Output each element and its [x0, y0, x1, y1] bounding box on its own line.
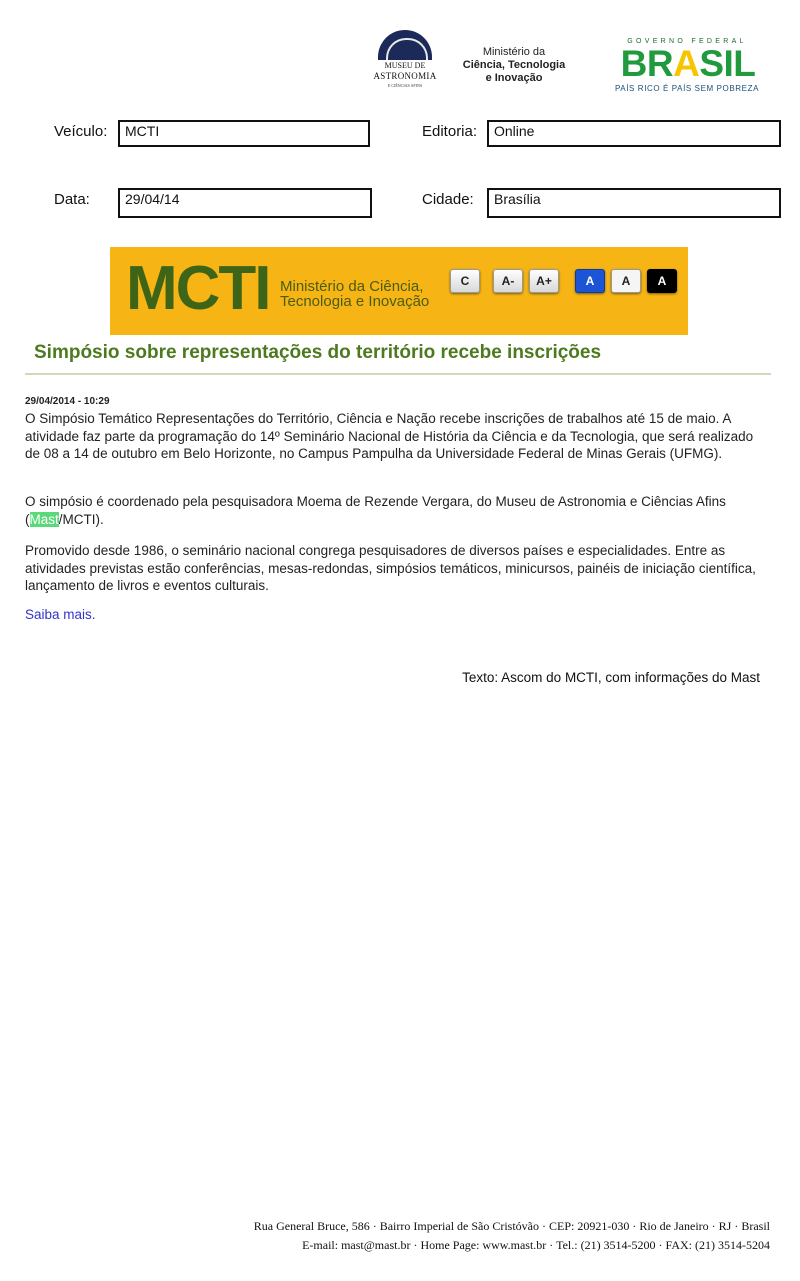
editoria-label: Editoria: — [422, 123, 478, 140]
article-paragraph-2 — [25, 493, 765, 528]
font-increase-button[interactable]: A+ — [529, 269, 559, 293]
brasil-wordmark-a: A — [673, 43, 700, 84]
museu-logo-line3: E CIÊNCIAS AFINS — [387, 83, 423, 88]
footer-contact: E-mail: mast@mast.br · Home Page: www.mast.br · Tel.: (21) 3514-5200 · FAX: (21) 3514-5204 — [302, 1238, 770, 1252]
governo-brasil-logo — [600, 38, 774, 96]
theme-blue-button[interactable]: A — [575, 269, 605, 293]
article-dateline: 29/04/2014 - 10:29 — [25, 396, 110, 407]
title-divider — [25, 373, 771, 375]
ministerio-line3: e Inovação — [485, 72, 543, 84]
data-label: Data: — [54, 191, 90, 208]
governo-federal-label: GOVERNO FEDERAL — [627, 38, 747, 45]
paragraph-2-text: O simpósio é coordenado pela pesquisadora Moema de Rezende Vergara, do Museu de Astronomia e Ciências Afins ( — [25, 494, 726, 527]
article-credit: Texto: Ascom do MCTI, com informações do Mast — [462, 670, 760, 685]
article-paragraph-3: Promovido desde 1986, o seminário nacional congrega pesquisadores de diversos países e especialidades. Entre as atividades previstas estão conferências, mesas-redondas, simpósios temáticos, minicursos, painéis de iniciação científica, lançamento de livros e eventos culturais. — [25, 543, 756, 593]
mcti-acronym: MCTI — [126, 254, 270, 323]
cidade-label: Cidade: — [422, 191, 474, 208]
ministerio-line1: Ministério da — [482, 46, 546, 58]
mcti-subtitle-line1: Ministério da Ciência, — [280, 278, 424, 295]
mcti-subtitle-line2: Tecnologia e Inovação — [280, 293, 430, 310]
museu-logo-line2: ASTRONOMIA — [373, 71, 437, 81]
theme-black-button[interactable]: A — [647, 269, 677, 293]
font-decrease-button[interactable]: A- — [493, 269, 523, 293]
contrast-reset-button[interactable]: C — [450, 269, 480, 293]
footer-address: Rua General Bruce, 586 · Bairro Imperial de São Cristóvão · CEP: 20921-030 · Rio de Janeiro · RJ · Brasil — [253, 1219, 770, 1233]
mast-highlight: Mast — [29, 511, 59, 527]
ministerio-line2: Ciência, Tecnologia — [462, 59, 566, 71]
ministerio-header-logo — [450, 46, 578, 85]
paragraph-2-end: /MCTI). — [58, 511, 104, 527]
observatory-dome-icon — [378, 30, 432, 60]
veiculo-field: MCTI — [118, 120, 370, 147]
article-paragraph-1: O Simpósio Temático Representações do Território, Ciência e Nação recebe inscrições de trabalhos até 15 de maio. A atividade faz parte da programação do 14º Seminário Nacional de História da Ciência e da Tecnologia, que será realizado de 08 a 14 de outubro em Belo Horizonte, no Campus Pampulha da Universidade Federal de Minas Gerais (UFMG). — [25, 411, 754, 461]
brasil-wordmark — [602, 43, 774, 84]
brasil-wordmark-part2: SIL — [699, 43, 756, 84]
cidade-field: Brasília — [487, 188, 781, 218]
museu-astronomia-logo — [372, 30, 438, 92]
data-field: 29/04/14 — [118, 188, 372, 218]
saiba-mais-link[interactable]: Saiba mais. — [25, 607, 96, 622]
brasil-slogan: PAÍS RICO É PAÍS SEM POBREZA — [614, 84, 760, 93]
museu-logo-line1: MUSEU DE — [384, 61, 426, 70]
article-title: Simpósio sobre representações do território recebe inscrições — [34, 342, 602, 363]
brasil-wordmark-part1: BR — [620, 43, 674, 84]
mcti-banner — [110, 247, 688, 335]
mcti-subtitle — [280, 279, 429, 309]
theme-white-button[interactable]: A — [611, 269, 641, 293]
editoria-field: Online — [487, 120, 781, 147]
veiculo-label: Veículo: — [54, 123, 108, 140]
